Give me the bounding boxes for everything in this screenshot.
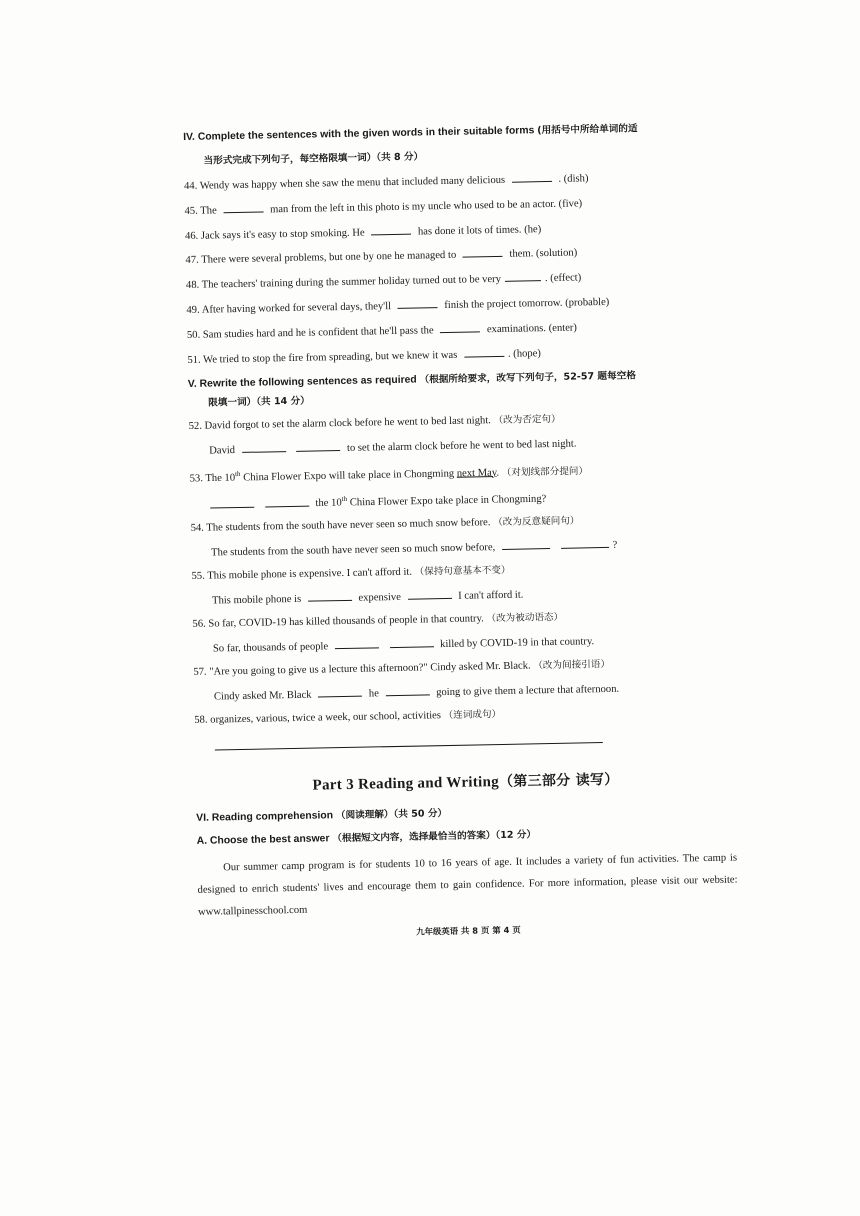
question-50: 50. Sam studies hard and he is confident that he'll pass the examinations. (enter) — [186, 322, 578, 342]
answer-line-58[interactable] — [215, 742, 603, 750]
question-55: 55. This mobile phone is expensive. I can't afford it. （保持句意基本不变） — [191, 564, 511, 583]
page-footer: 九年级英语 共 8 页 第 4 页 — [416, 924, 521, 937]
reading-passage: Our summer camp program is for students 10 to 16 years of age. It includes a variety of fun activities. The camp is designed to enrich students' lives and encourage them to gain confidence. For more information, please visit our website: www.tallpinesschool.com — [197, 852, 738, 919]
question-54-answer: The students from the south have never seen so much snow before, ? — [191, 535, 731, 561]
answer-blank[interactable] — [242, 441, 286, 453]
question-56: 56. So far, COVID-19 has killed thousands of people in that country. （改为被动语态） — [192, 611, 564, 630]
question-52: 52. David forgot to set the alarm clock before he went to bed last night. （改为否定句） — [188, 413, 561, 432]
question-46: 46. Jack says it's easy to stop smoking. He has done it lots of times. (he) — [184, 223, 542, 242]
question-58: 58. organizes, various, twice a week, our school, activities （连词成句） — [194, 708, 502, 726]
answer-blank[interactable] — [398, 297, 438, 309]
answer-blank[interactable] — [512, 171, 552, 183]
question-57-answer: Cindy asked Mr. Black he going to give them a lecture that afternoon. — [213, 683, 620, 703]
question-52-answer: David to set the alarm clock before he went to bed last night. — [209, 438, 577, 457]
answer-blank[interactable] — [296, 440, 340, 452]
answer-blank[interactable] — [440, 321, 480, 333]
section-4-heading: IV. Complete the sentences with the given words in their suitable forms (用括号中所给单词的适 — [183, 123, 638, 143]
answer-blank[interactable] — [464, 346, 504, 358]
answer-blank[interactable] — [308, 590, 352, 602]
answer-blank[interactable] — [560, 537, 608, 549]
answer-blank[interactable] — [223, 201, 263, 213]
question-44: 44. Wendy was happy when she saw the menu that included many delicious . (dish) — [184, 167, 724, 193]
section-5-heading-cont: 限填一词）（共 14 分） — [208, 395, 310, 409]
question-57: 57. "Are you going to give us a lecture this afternoon?" Cindy asked Mr. Black. （改为间接引语） — [193, 658, 611, 678]
question-47: 47. There were several problems, but one by one he managed to them. (solution) — [185, 247, 578, 267]
section-6-heading: VI. Reading comprehension （阅读理解）（共 50 分） — [196, 807, 448, 824]
answer-blank[interactable] — [210, 496, 254, 508]
answer-blank[interactable] — [502, 538, 550, 550]
question-53: 53. The 10th China Flower Expo will take place in Chongming next May. （对划线部分提问） — [189, 465, 589, 485]
answer-blank[interactable] — [463, 246, 503, 258]
answer-blank[interactable] — [389, 636, 433, 648]
question-54: 54. The students from the south have never seen so much snow before. （改为反意疑问句） — [190, 515, 580, 535]
answer-blank[interactable] — [407, 588, 451, 600]
question-51: 51. We tried to stop the fire from spreading, but we knew it was . (hope) — [187, 342, 727, 368]
answer-blank[interactable] — [318, 685, 362, 697]
question-53-answer: the 10th China Flower Expo take place in Chongming? — [190, 485, 730, 514]
question-56-answer: So far, thousands of people killed by COVID-19 in that country. — [212, 636, 595, 655]
question-55-answer: This mobile phone is expensive I can't afford it. — [211, 589, 524, 607]
answer-blank[interactable] — [265, 495, 309, 507]
answer-blank[interactable] — [335, 637, 379, 649]
section-6a-heading: A. Choose the best answer （根据短文内容，选择最恰当的答案）（12 分） — [196, 829, 537, 848]
question-49: 49. After having worked for several days, they'll finish the project tomorrow. (probable) — [186, 297, 610, 317]
answer-blank[interactable] — [505, 271, 541, 283]
question-48: 48. The teachers' training during the summer holiday turned out to be very . (effect) — [186, 267, 726, 293]
section-4-heading-cont: 当形式完成下列句子，每空格限填一词）（共 8 分） — [203, 151, 424, 167]
answer-blank[interactable] — [371, 223, 411, 235]
question-45: 45. The man from the left in this photo is my uncle who used to be an actor. (five) — [184, 198, 583, 217]
answer-blank[interactable] — [385, 684, 429, 696]
underlined-part: next May — [456, 467, 497, 479]
section-5-heading: V. Rewrite the following sentences as required （根据所给要求，改写下列句子，52-57 题每空格 — [187, 370, 636, 390]
part-3-title: Part 3 Reading and Writing（第三部分 读写） — [312, 771, 619, 794]
exam-content — [183, 120, 738, 943]
